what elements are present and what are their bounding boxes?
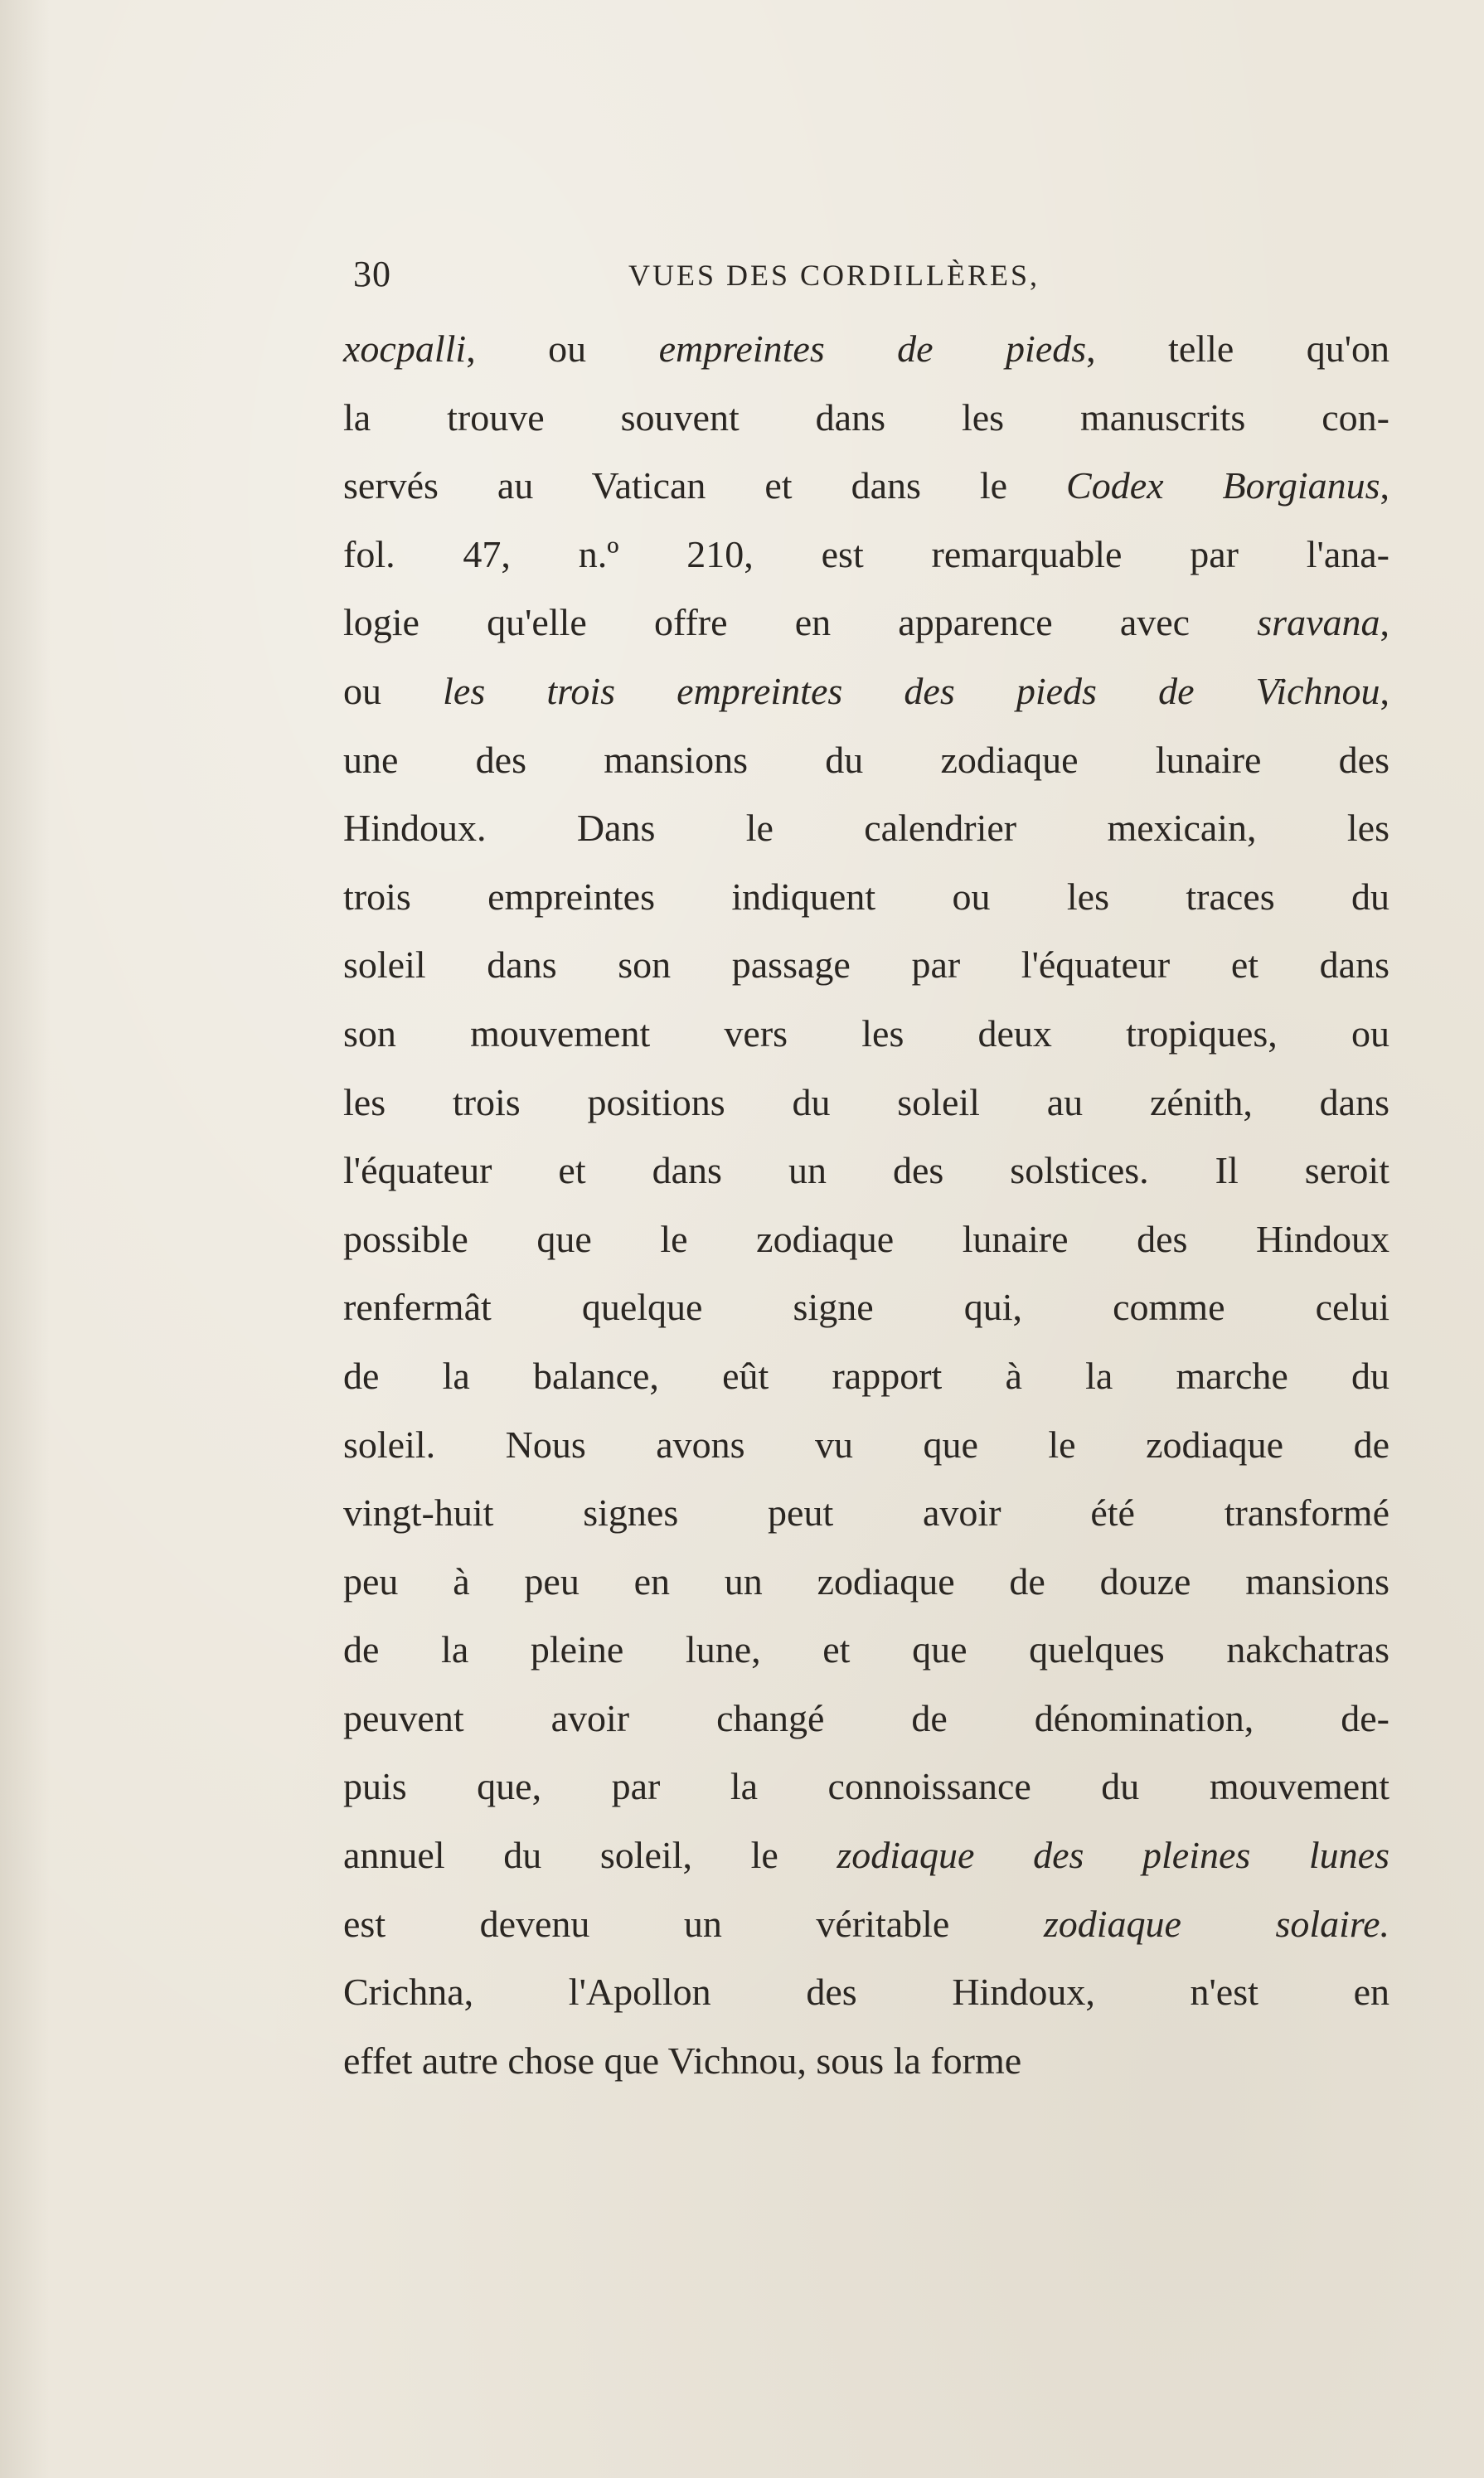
text-line bbox=[343, 1958, 1389, 2027]
text-segment: puis que, par la connoissance du mouvement bbox=[343, 1765, 1389, 1808]
text-line bbox=[343, 1753, 1389, 1821]
text-segment: Hindoux. Dans le calendrier mexicain, les bbox=[343, 807, 1389, 850]
text-segment: soleil dans son passage par l'équateur et dans bbox=[343, 943, 1389, 987]
text-line bbox=[343, 1273, 1389, 1342]
text-line bbox=[343, 384, 1389, 453]
text-line bbox=[343, 2027, 1389, 2096]
text-segment: possible que le zodiaque lunaire des Hindoux bbox=[343, 1217, 1389, 1260]
text-segment: , bbox=[1380, 669, 1390, 712]
italic-text: zodiaque des pleines lunes bbox=[837, 1834, 1389, 1877]
italic-text: empreintes de pieds bbox=[658, 327, 1087, 370]
text-segment: , bbox=[1380, 601, 1389, 644]
text-segment: la trouve souvent dans les manuscrits con- bbox=[343, 395, 1389, 439]
text-line bbox=[343, 315, 1389, 384]
text-segment: les trois positions du soleil au zénith, dans bbox=[343, 1080, 1389, 1123]
text-segment: peu à peu en un zodiaque de douze mansions bbox=[343, 1559, 1389, 1603]
text-line bbox=[343, 863, 1389, 932]
text-line bbox=[343, 452, 1389, 521]
text-line bbox=[343, 1069, 1389, 1137]
text-segment: soleil. Nous avons vu que le zodiaque de bbox=[343, 1423, 1389, 1466]
italic-text: xocpalli bbox=[343, 327, 467, 370]
running-title: VUES DES CORDILLÈRES, bbox=[628, 259, 1040, 292]
text-line bbox=[343, 1000, 1389, 1069]
text-segment: , ou bbox=[466, 327, 659, 370]
text-line bbox=[343, 657, 1389, 726]
italic-text: zodiaque solaire. bbox=[1043, 1902, 1390, 1945]
text-line bbox=[343, 1685, 1389, 1753]
text-line bbox=[343, 1821, 1389, 1890]
text-segment: est devenu un véritable bbox=[343, 1902, 1044, 1945]
text-segment: peuvent avoir changé de dénomination, de- bbox=[343, 1696, 1389, 1739]
text-segment: de la pleine lune, et que quelques nakchatras bbox=[343, 1628, 1389, 1671]
text-segment: effet autre chose que Vichnou, sous la forme bbox=[343, 2039, 1022, 2082]
text-segment: de la balance, eût rapport à la marche du bbox=[343, 1354, 1389, 1397]
italic-text: les trois empreintes des pieds de Vichnou bbox=[443, 669, 1380, 712]
italic-text: sravana bbox=[1257, 601, 1380, 644]
text-line bbox=[343, 1411, 1389, 1480]
text-line bbox=[343, 589, 1389, 657]
page-header bbox=[347, 253, 1176, 303]
text-segment: une des mansions du zodiaque lunaire des bbox=[343, 738, 1389, 781]
text-line bbox=[343, 1548, 1389, 1617]
text-segment: l'équateur et dans un des solstices. Il seroit bbox=[343, 1149, 1389, 1192]
italic-text: Codex Borgianus bbox=[1066, 464, 1380, 507]
text-segment: annuel du soleil, le bbox=[343, 1834, 837, 1877]
text-segment: trois empreintes indiquent ou les traces du bbox=[343, 875, 1389, 918]
text-segment: fol. 47, n.º 210, est remarquable par l'ana- bbox=[343, 532, 1389, 575]
text-segment: Crichna, l'Apollon des Hindoux, n'est en bbox=[343, 1971, 1389, 2014]
text-line bbox=[343, 726, 1389, 795]
text-line bbox=[343, 1890, 1389, 1959]
text-segment: ou bbox=[343, 669, 444, 712]
text-segment: , bbox=[1380, 464, 1389, 507]
text-line bbox=[343, 1137, 1389, 1205]
text-line bbox=[343, 521, 1389, 589]
page-edge-shadow bbox=[0, 0, 50, 2478]
text-line bbox=[343, 931, 1389, 1000]
page-number: 30 bbox=[353, 254, 391, 294]
text-line bbox=[343, 794, 1389, 863]
body-text bbox=[343, 315, 1389, 2095]
text-segment: , telle qu'on bbox=[1086, 327, 1389, 370]
text-line bbox=[343, 1342, 1389, 1411]
text-segment: logie qu'elle offre en apparence avec bbox=[343, 601, 1258, 644]
text-segment: renfermât quelque signe qui, comme celui bbox=[343, 1286, 1389, 1329]
text-line bbox=[343, 1205, 1389, 1274]
text-segment: servés au Vatican et dans le bbox=[343, 464, 1067, 507]
text-segment: son mouvement vers les deux tropiques, ou bbox=[343, 1011, 1389, 1055]
text-line bbox=[343, 1479, 1389, 1548]
text-segment: vingt-huit signes peut avoir été transformé bbox=[343, 1491, 1389, 1535]
text-line bbox=[343, 1616, 1389, 1685]
